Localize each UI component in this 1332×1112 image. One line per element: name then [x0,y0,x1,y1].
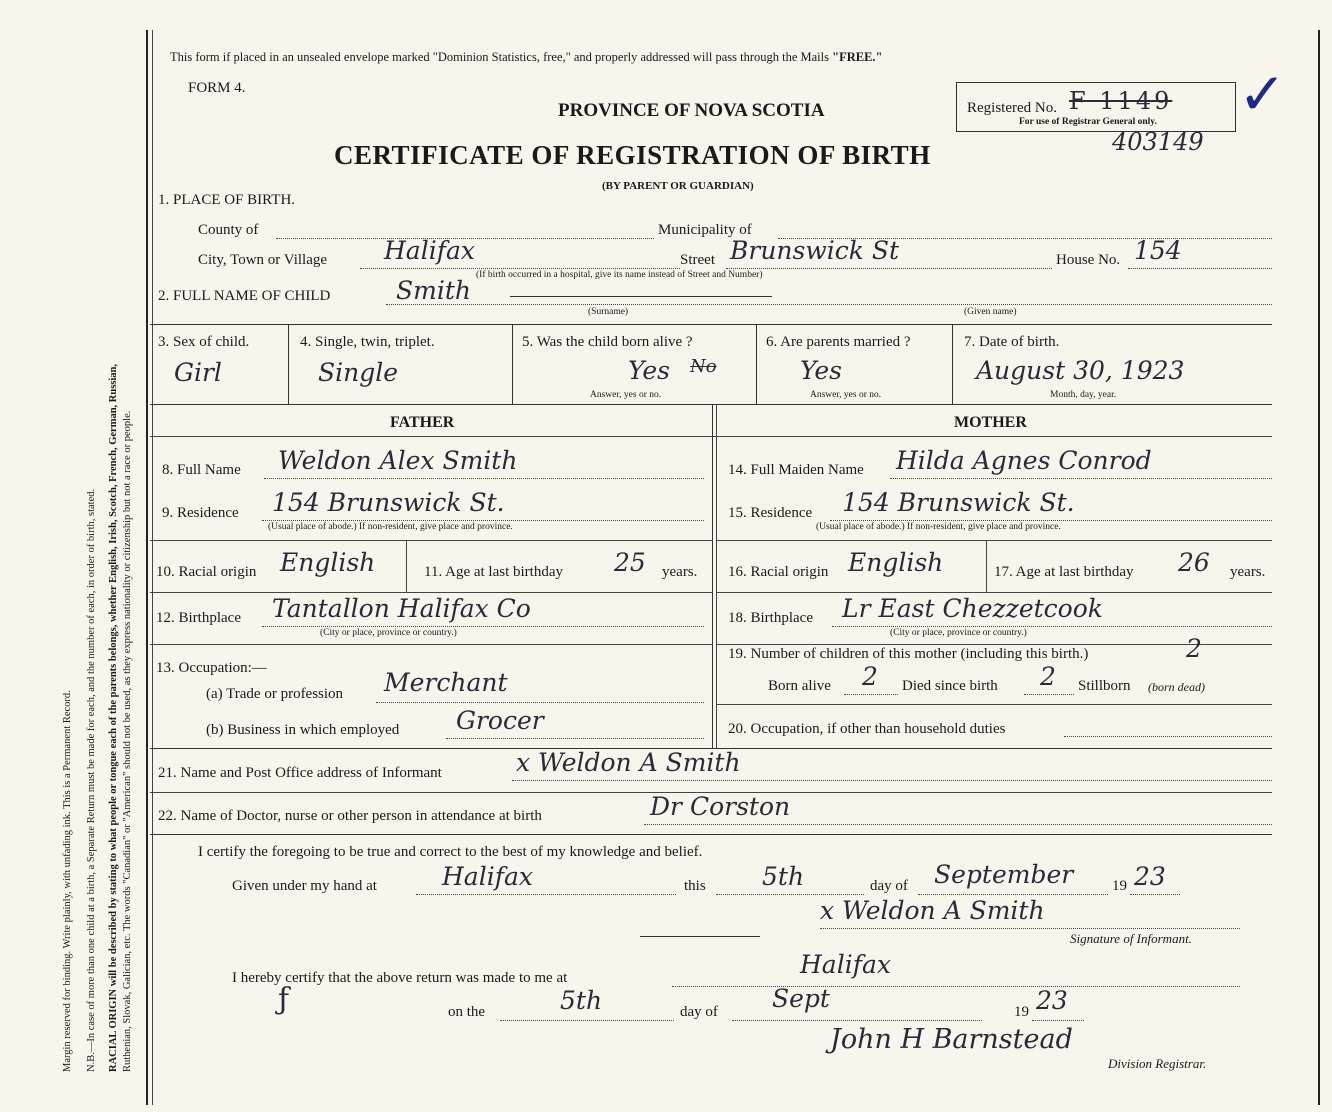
registrar-year-value: 23 [1036,986,1068,1015]
month-line [918,894,1108,895]
year-prefix: 19 [1112,878,1127,894]
registrar-month-value: Sept [772,984,830,1013]
registrar-initials-scribble: ƒ [278,982,290,1017]
alive-value: Yes [628,356,670,385]
father-birthplace-line [262,626,704,627]
informant-signature-line [820,928,1240,929]
mother-birthplace-value: Lr East Chezzetcook [842,594,1103,623]
registrar-day-line [500,1020,674,1021]
binding-margin-line [146,30,148,1105]
page-title: CERTIFICATE OF REGISTRATION OF BIRTH [334,140,931,170]
mother-row-line-4 [716,704,1272,705]
city-label: City, Town or Village [198,252,328,268]
alive-label: 5. Was the child born alive ? [522,334,693,350]
year-value: 23 [1134,862,1166,891]
sex-label: 3. Sex of child. [158,334,250,350]
inner-margin-line [152,30,153,1105]
business-line [446,738,704,739]
informant-value: x Weldon A Smith [516,748,741,777]
business-value: Grocer [456,706,544,735]
married-label: 6. Are parents married ? [766,334,911,350]
father-residence-value: 154 Brunswick St. [272,488,505,517]
col-divider-1 [288,324,289,404]
born-alive-line [844,694,898,695]
mother-birthplace-caption: (City or place, province or country.) [890,628,1027,638]
mother-residence-value: 154 Brunswick St. [842,488,1075,517]
municipality-label: Municipality of [658,222,752,238]
house-line [1128,268,1272,269]
mother-name-line [890,478,1272,479]
mother-residence-line [830,520,1272,521]
mother-name-value: Hilda Agnes Conrod [896,446,1152,475]
father-row-line-1 [150,540,712,541]
parents-center-divider [712,404,713,748]
registrar-year-prefix: 19 [1014,1004,1029,1020]
registrar-day-of-label: day of [680,1004,718,1020]
registrar-caption: Division Registrar. [1108,1056,1207,1071]
born-alive-label: Born alive [768,678,831,694]
dob-value: August 30, 1923 [976,356,1185,385]
mother-age-value: 26 [1178,548,1210,577]
house-value: 154 [1134,236,1182,265]
doctor-value: Dr Corston [650,792,791,821]
mother-occupation-line [1064,736,1272,737]
doctor-label: 22. Name of Doctor, nurse or other person in attendance at birth [158,808,542,824]
registrar-month-line [732,1020,982,1021]
stillborn-note: (born dead) [1148,680,1205,694]
parents-center-divider-2 [716,404,717,748]
year-line [1130,894,1180,895]
mail-note: This form if placed in an unsealed envelope marked "Dominion Statistics, free," and properly addressed will pass through the Mails "FREE." [170,50,883,64]
street-value: Brunswick St [730,236,900,265]
mother-heading: MOTHER [954,414,1027,431]
col-divider-4 [952,324,953,404]
row-divider-top [150,324,1272,325]
certify-statement: I certify the foregoing to be true and correct to the best of my knowledge and belief. [198,844,703,860]
child-name-line [386,304,1272,305]
dob-caption: Month, day, year. [1050,390,1117,400]
mother-occupation-label: 20. Occupation, if other than household duties [728,721,1006,737]
business-label: (b) Business in which employed [206,722,400,738]
father-age-value: 25 [614,548,646,577]
father-name-label: 8. Full Name [162,462,241,478]
right-border [1318,30,1320,1105]
mother-birthplace-line [832,626,1272,627]
mother-age-label: 17. Age at last birthday [994,564,1134,580]
margin-note-nb: N.B.—In case of more than one child at a birth, a Separate Return must be made for each, and the number of each, in order of birth, stated. [86,488,97,1072]
county-label: County of [198,222,259,238]
house-label: House No. [1056,252,1121,268]
this-label: this [684,878,706,894]
registered-box [956,82,1236,132]
father-age-label: 11. Age at last birthday [424,564,563,580]
given-place-value: Halifax [442,862,533,891]
child-surname-value: Smith [396,276,471,305]
day-of-label: day of [870,878,908,894]
signature-caption: Signature of Informant. [1070,931,1192,946]
registrar-note: For use of Registrar General only. [1019,117,1157,127]
mother-row-line-1 [716,540,1272,541]
mother-age-unit: years. [1230,564,1266,580]
father-row-line-2 [150,592,712,593]
row-divider-certify [150,834,1272,835]
father-residence-caption: (Usual place of abode.) If non-resident, give place and province. [268,522,513,532]
dob-label: 7. Date of birth. [964,334,1060,350]
mother-racial-divider [986,540,987,592]
surname-caption: (Surname) [588,307,629,317]
occupation-label: 13. Occupation:— [156,660,267,676]
born-alive-value: 2 [862,662,878,691]
father-racial-label: 10. Racial origin [156,564,257,580]
form-number: FORM 4. [188,80,246,96]
trade-value: Merchant [384,668,508,697]
street-label: Street [680,252,715,268]
registrar-day-value: 5th [560,986,603,1015]
registrar-place-line [672,986,1240,987]
married-caption: Answer, yes or no. [810,390,882,400]
registrar-year-line [1032,1020,1084,1021]
died-label: Died since birth [902,678,998,694]
mother-name-label: 14. Full Maiden Name [728,462,864,478]
registrar-place-value: Halifax [800,950,891,979]
row-divider-parents [150,404,1272,405]
father-residence-label: 9. Residence [162,505,239,521]
died-value: 2 [1040,662,1056,691]
single-label: 4. Single, twin, triplet. [300,334,435,350]
father-name-line [264,478,704,479]
on-the-label: on the [448,1004,486,1020]
father-racial-value: English [280,548,376,577]
given-name-caption: (Given name) [964,307,1017,317]
informant-signature: x Weldon A Smith [820,896,1045,925]
city-line [360,268,680,269]
margin-note-racial-2: Ruthenian, Slovak, Galician, etc. The words "Canadian" or "American" should not be used, as they express nationality or citizenship but not a race or people. [122,410,133,1072]
informant-line [512,780,1272,781]
mother-racial-label: 16. Racial origin [728,564,829,580]
day-line [716,894,864,895]
surname-dash [510,296,772,297]
doctor-line [644,824,1272,825]
trade-label: (a) Trade or profession [206,686,344,702]
margin-note-binding: Margin reserved for binding. Write plainly, with unfading ink. This is a Permanent Record. [62,690,73,1072]
child-name-label: 2. FULL NAME OF CHILD [158,288,331,304]
mother-racial-value: English [848,548,944,577]
mother-residence-label: 15. Residence [728,505,813,521]
given-place-line [416,894,676,895]
stillborn-label: Stillborn [1078,678,1131,694]
mother-residence-caption: (Usual place of abode.) If non-resident, give place and province. [816,522,1061,532]
province-heading: PROVINCE OF NOVA SCOTIA [558,100,825,121]
col-divider-3 [756,324,757,404]
father-heading: FATHER [390,414,455,431]
margin-note-racial-1: RACIAL ORIGIN will be described by stating to what people or tongue each of the parents belongs, whether English, Irish, Scotch, French, German, Russian, [108,363,119,1072]
given-label: Given under my hand at [232,878,377,894]
place-of-birth-heading: 1. PLACE OF BIRTH. [158,192,296,208]
father-row-line-3 [150,644,712,645]
mother-row-line-2 [716,592,1272,593]
signature-dash [640,936,760,937]
children-count-label: 19. Number of children of this mother (including this birth.) [728,646,1089,662]
registrar-statement: I hereby certify that the above return was made to me at [232,970,568,986]
handwritten-number: 403149 [1112,128,1204,156]
father-birthplace-value: Tantallon Halifax Co [272,594,531,623]
alive-caption: Answer, yes or no. [590,390,662,400]
died-line [1024,694,1074,695]
check-mark-icon: ✓ [1238,60,1287,128]
page-subtitle: (BY PARENT OR GUARDIAN) [602,180,754,192]
sex-value: Girl [174,358,222,387]
father-racial-divider [406,540,407,592]
city-value: Halifax [384,236,475,265]
month-value: September [934,860,1074,889]
informant-label: 21. Name and Post Office address of Informant [158,765,442,781]
single-value: Single [318,358,399,387]
registrar-signature: John H Barnstead [830,1024,1073,1055]
married-value: Yes [800,356,842,385]
father-name-value: Weldon Alex Smith [278,446,518,475]
registered-number: F 1149 [1069,87,1173,115]
registered-label: Registered No. [967,100,1057,116]
col-divider-2 [512,324,513,404]
trade-line [376,702,704,703]
father-birthplace-label: 12. Birthplace [156,610,241,626]
street-line [726,268,1052,269]
children-count-value: 2 [1186,634,1202,663]
day-value: 5th [762,862,805,891]
hospital-note: (If birth occurred in a hospital, give its name instead of Street and Number) [476,270,763,280]
father-residence-line [262,520,704,521]
parents-heading-line [150,436,1272,437]
father-age-unit: years. [662,564,698,580]
mother-birthplace-label: 18. Birthplace [728,610,813,626]
alive-strike: No [690,356,717,377]
father-birthplace-caption: (City or place, province or country.) [320,628,457,638]
